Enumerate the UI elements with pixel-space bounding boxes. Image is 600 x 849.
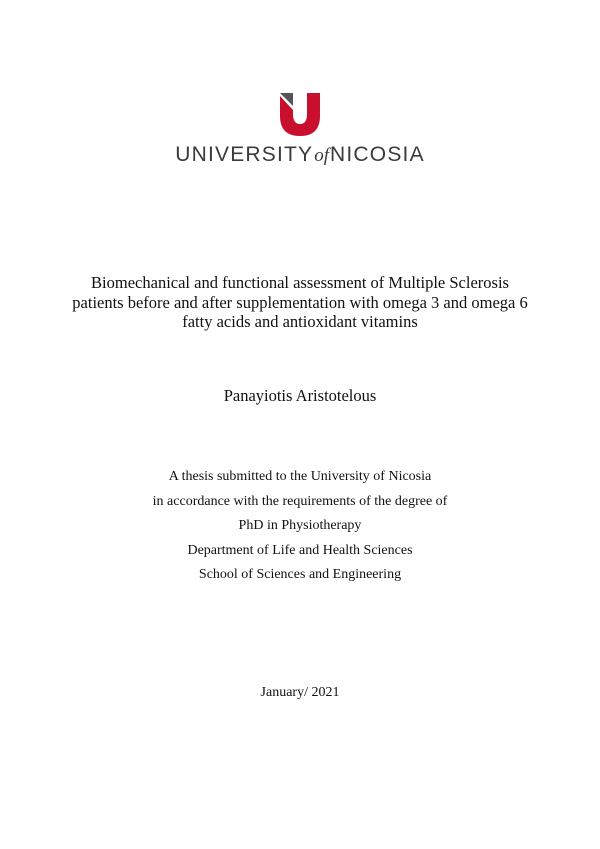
- department-name: Department of Life and Health Sciences: [187, 542, 413, 558]
- school-name: School of Sciences and Engineering: [198, 567, 402, 582]
- wordmark-of: of: [314, 145, 330, 166]
- thesis-title-line: patients before and after supplementation with omega 3 and omega 6: [72, 292, 528, 312]
- submission-date: January/ 2021: [260, 685, 340, 700]
- thesis-title: [40, 273, 560, 332]
- submission-statement: [0, 465, 600, 588]
- author-name: Panayiotis Aristotelous: [223, 386, 377, 405]
- logo-red-shield: [280, 93, 320, 136]
- university-shield-icon: [280, 93, 320, 136]
- thesis-title-line: Biomechanical and functional assessment of Multiple Sclerosis: [91, 273, 509, 292]
- thesis-title-line: fatty acids and antioxidant vitamins: [182, 312, 418, 331]
- submission-line: A thesis submitted to the University of Nicosia: [168, 469, 432, 484]
- wordmark-nicosia: NICOSIA: [330, 143, 425, 166]
- wordmark-university: UNIVERSITY: [175, 143, 314, 166]
- degree-name: PhD in Physiotherapy: [238, 518, 362, 533]
- submission-line: in accordance with the requirements of the degree of: [152, 493, 448, 509]
- university-wordmark: [0, 143, 600, 167]
